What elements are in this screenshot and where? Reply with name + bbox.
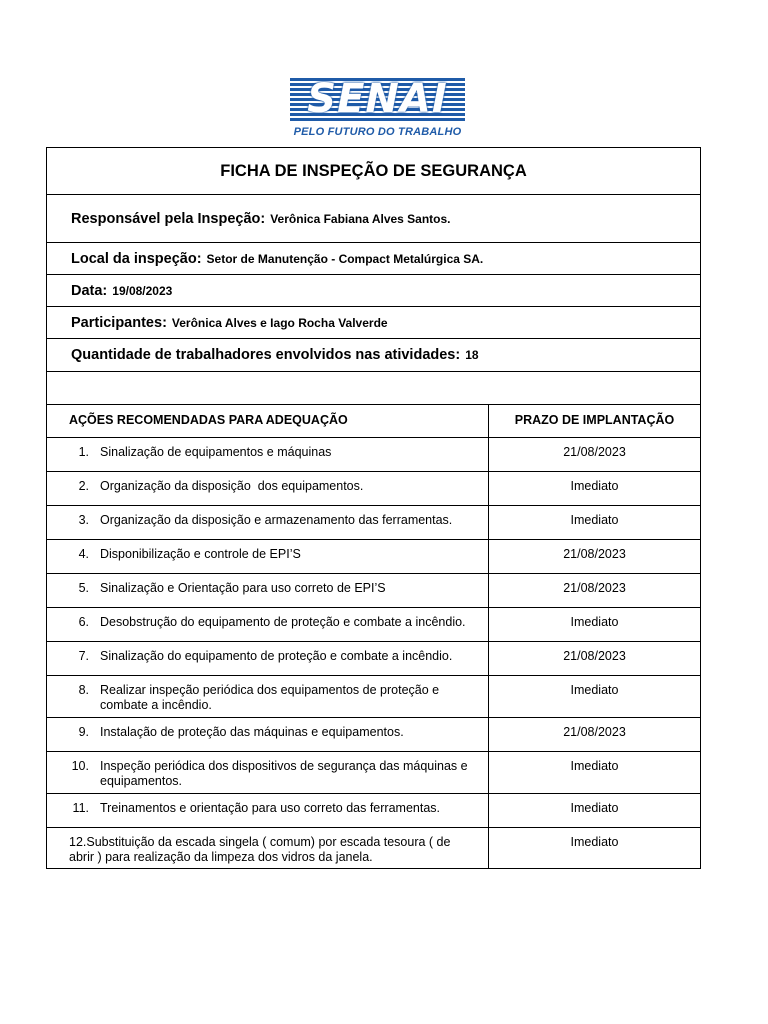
action-text: Sinalização e Orientação para uso correto de EPI’S: [100, 581, 386, 595]
blank-row: [47, 372, 700, 405]
table-row: [47, 438, 700, 472]
row-number: 4.: [78, 547, 89, 561]
table-header-row: [47, 405, 700, 438]
header-cell-deadline: [489, 405, 700, 437]
row-number: 3.: [78, 513, 89, 527]
deadline-cell: Imediato: [570, 615, 619, 629]
field-value: Setor de Manutenção - Compact Metalúrgica SA.: [206, 251, 484, 266]
deadline-cell: Imediato: [570, 835, 619, 849]
deadline-cell: Imediato: [570, 683, 619, 697]
action-text: Instalação de proteção das máquinas e equipamentos.: [100, 725, 404, 739]
form-title-row: [47, 148, 700, 195]
action-text: Disponibilização e controle de EPI’S: [100, 547, 301, 561]
action-cell: [47, 540, 489, 573]
table-row: [47, 828, 700, 868]
deadline-cell: 21/08/2023: [563, 445, 626, 459]
action-cell: [47, 828, 489, 868]
deadline-cell: Imediato: [570, 759, 619, 773]
row-number: 2.: [78, 479, 89, 493]
action-text: Organização da disposição e armazenamento das ferramentas.: [100, 513, 453, 527]
field-quantidade: [47, 339, 700, 372]
header-cell-actions: [47, 405, 489, 437]
field-label: Quantidade de trabalhadores envolvidos nas atividades:: [71, 347, 461, 363]
row-number: 5.: [78, 581, 89, 595]
table-row: [47, 608, 700, 642]
deadline-cell: 21/08/2023: [563, 547, 626, 561]
deadline-cell: 21/08/2023: [563, 725, 626, 739]
table-row: [47, 506, 700, 540]
action-text: 12.Substituição da escada singela ( comum) por escada tesoura ( de abrir ) para realização da limpeza dos vidros da janela.: [69, 835, 451, 864]
field-value: 19/08/2023: [112, 283, 173, 298]
table-row: [47, 540, 700, 574]
action-text: Sinalização de equipamentos e máquinas: [100, 445, 332, 459]
table-row: [47, 642, 700, 676]
field-local: [47, 243, 700, 275]
action-text: Inspeção periódica dos dispositivos de segurança das máquinas e equipamentos.: [100, 759, 468, 788]
field-data: [47, 275, 700, 307]
action-cell: [47, 676, 489, 717]
action-cell: [47, 608, 489, 641]
deadline-cell: 21/08/2023: [563, 581, 626, 595]
action-cell: [47, 506, 489, 539]
logo-tagline: PELO FUTURO DO TRABALHO: [293, 126, 462, 138]
field-label: Data:: [71, 282, 108, 299]
action-cell: [47, 438, 489, 471]
field-label: Local da inspeção:: [71, 250, 202, 267]
field-participantes: [47, 307, 700, 339]
table-row: [47, 718, 700, 752]
field-value: Verônica Alves e Iago Rocha Valverde: [171, 315, 388, 330]
header-actions: AÇÕES RECOMENDADAS PARA ADEQUAÇÃO: [69, 413, 348, 427]
action-cell: [47, 718, 489, 751]
row-number: 9.: [78, 725, 89, 739]
table-row: [47, 574, 700, 608]
action-cell: [47, 574, 489, 607]
row-number: 11.: [72, 801, 89, 815]
field-responsavel: [47, 195, 700, 243]
action-text: Sinalização do equipamento de proteção e combate a incêndio.: [100, 649, 453, 663]
senai-logo: [290, 78, 465, 140]
row-number: 1.: [78, 445, 89, 459]
field-value: Verônica Fabiana Alves Santos.: [270, 211, 451, 226]
logo-text: SENAI: [307, 76, 448, 122]
action-cell: [47, 642, 489, 675]
row-number: 6.: [78, 615, 89, 629]
action-cell: [47, 472, 489, 505]
action-text: Realizar inspeção periódica dos equipamentos de proteção e combate a incêndio.: [100, 683, 440, 712]
table-row: [47, 752, 700, 794]
field-label: Responsável pela Inspeção:: [71, 210, 266, 227]
deadline-cell: Imediato: [570, 801, 619, 815]
deadline-cell: Imediato: [570, 513, 619, 527]
inspection-form: [46, 147, 701, 869]
table-row: [47, 472, 700, 506]
header-deadline: PRAZO DE IMPLANTAÇÃO: [514, 413, 675, 427]
form-title: FICHA DE INSPEÇÃO DE SEGURANÇA: [220, 161, 527, 180]
table-row: [47, 676, 700, 718]
action-cell: [47, 794, 489, 827]
field-label: Participantes:: [71, 314, 167, 331]
action-text: Desobstrução do equipamento de proteção e combate a incêndio.: [100, 615, 466, 629]
field-value: 18: [465, 348, 479, 362]
row-number: 7.: [78, 649, 89, 663]
row-number: 10.: [71, 759, 89, 773]
action-text: Organização da disposição dos equipamentos.: [100, 479, 364, 493]
action-cell: [47, 752, 489, 793]
action-text: Treinamentos e orientação para uso correto das ferramentas.: [100, 801, 440, 815]
row-number: 8.: [78, 683, 89, 697]
deadline-cell: Imediato: [570, 479, 619, 493]
table-row: [47, 794, 700, 828]
deadline-cell: 21/08/2023: [563, 649, 626, 663]
